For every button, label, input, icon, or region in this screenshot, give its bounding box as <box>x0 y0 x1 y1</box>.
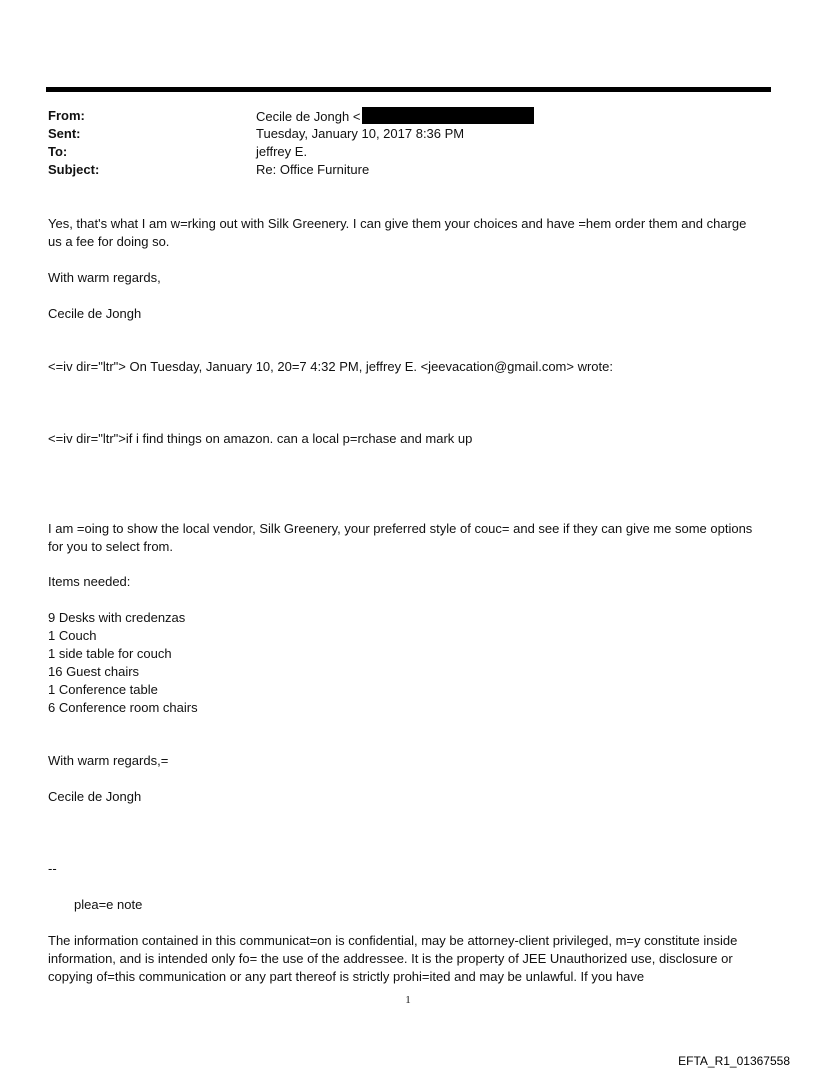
quote-line: <=iv dir="ltr">if i find things on amazon. can a local p=rchase and mark up <box>48 431 473 446</box>
subject-row <box>48 161 748 179</box>
header-rule <box>46 87 771 92</box>
regards-1: With warm regards, <box>48 270 161 285</box>
to-label: To: <box>48 144 68 159</box>
to-row <box>48 143 748 161</box>
redaction-bar <box>362 107 534 124</box>
sent-row <box>48 125 748 143</box>
list-item: 1 side table for couch <box>48 646 172 661</box>
regards-2: With warm regards,= <box>48 753 169 768</box>
from-label: From: <box>48 108 85 123</box>
signature-2: Cecile de Jongh <box>48 789 142 804</box>
please-note: plea=e note <box>74 897 143 912</box>
to-value: jeffrey E. <box>256 144 308 159</box>
reply-paragraph: Yes, that's what I am w=rking out with Silk Greenery. I can give them your choices and have =hem order them and charge us a fee for doing so. <box>48 216 747 249</box>
disclaimer: The information contained in this communicat=on is confidential, may be attorney-client privileged, m=y constitute inside information, and is intended only fo= the use of the addressee. It is the property of JEE Unauthorized use, disclosure or copying of=this communication or any part thereof is strictly prohi=ited and may be unlawful. If you have <box>48 933 738 984</box>
list-item: 1 Conference table <box>48 682 158 697</box>
from-row <box>48 107 748 125</box>
subject-value: Re: Office Furniture <box>256 162 370 177</box>
list-item: 16 Guest chairs <box>48 664 140 679</box>
page-number: 1 <box>405 994 411 1006</box>
list-item: 6 Conference room chairs <box>48 700 198 715</box>
list-item: 9 Desks with credenzas <box>48 610 186 625</box>
email-header <box>48 107 748 179</box>
document-id: EFTA_R1_01367558 <box>678 1054 790 1068</box>
from-value <box>256 107 534 125</box>
sent-label: Sent: <box>48 126 81 141</box>
from-name: Cecile de Jongh < <box>256 109 361 124</box>
list-item: 1 Couch <box>48 628 97 643</box>
signature-separator: -- <box>48 861 57 876</box>
signature-1: Cecile de Jongh <box>48 306 142 321</box>
vendor-paragraph: I am =oing to show the local vendor, Silk Greenery, your preferred style of couc= and see if they can give me some options for you to select from. <box>48 521 753 554</box>
items-heading: Items needed: <box>48 574 131 589</box>
items-list <box>48 609 198 717</box>
quote-header: <=iv dir="ltr"> On Tuesday, January 10, 20=7 4:32 PM, jeffrey E. <jeevacation@gmail.com> wrote: <box>48 359 613 374</box>
subject-label: Subject: <box>48 162 100 177</box>
sent-value: Tuesday, January 10, 2017 8:36 PM <box>256 126 465 141</box>
